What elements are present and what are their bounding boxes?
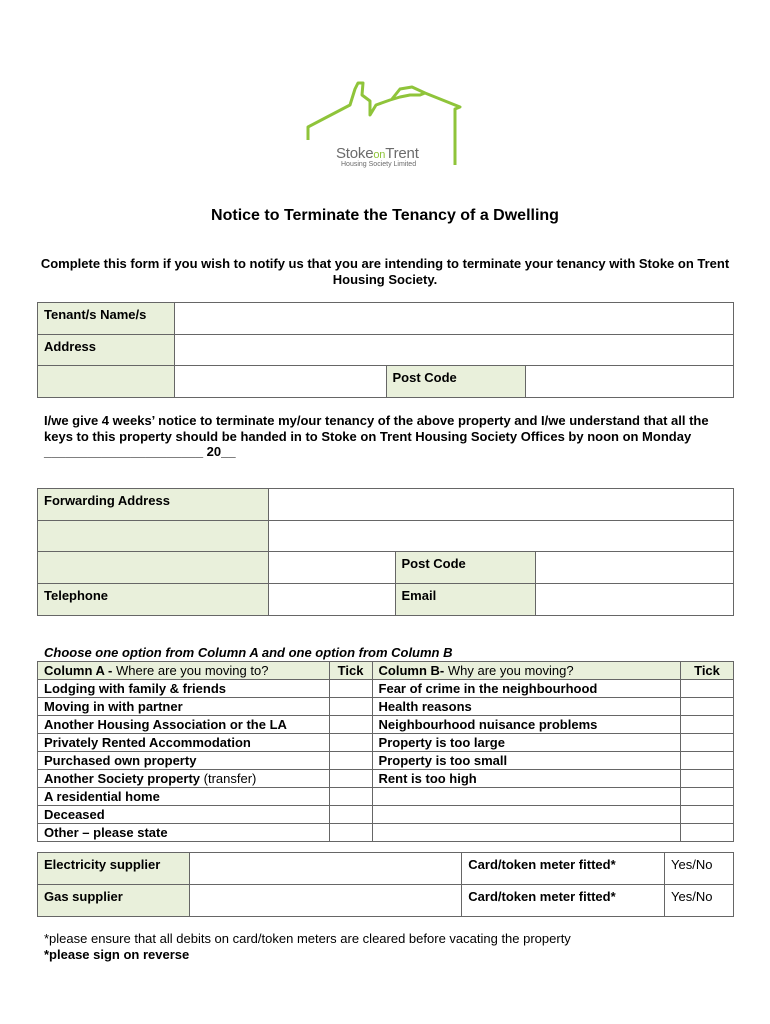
notice-paragraph: I/we give 4 weeks’ notice to terminate my/our tenancy of the above property and I/we understand that all the keys to this property should be handed in to Stoke on Trent Housing Society Offices by noon on Monday ______________________ 20__ bbox=[44, 413, 709, 459]
column-a-tick-box[interactable] bbox=[329, 680, 372, 698]
column-a-option: Purchased own property bbox=[38, 752, 330, 770]
column-a-option: Privately Rented Accommodation bbox=[38, 734, 330, 752]
column-b-tick-box[interactable] bbox=[681, 716, 734, 734]
gas-yes-no[interactable]: Yes/No bbox=[665, 885, 734, 917]
column-b-option: Neighbourhood nuisance problems bbox=[372, 716, 680, 734]
column-a-option: Another Housing Association or the LA bbox=[38, 716, 330, 734]
column-b-tick-box[interactable] bbox=[681, 824, 734, 842]
forwarding-table bbox=[37, 488, 734, 616]
column-a-tick-box[interactable] bbox=[329, 806, 372, 824]
forwarding-address-field-2[interactable] bbox=[268, 521, 733, 552]
footer-note-sign: *please sign on reverse bbox=[44, 947, 190, 962]
options-instruction: Choose one option from Column A and one option from Column B bbox=[44, 645, 453, 660]
tenant-name-label: Tenant/s Name/s bbox=[38, 303, 175, 335]
footer-note-meters: *please ensure that all debits on card/token meters are cleared before vacating the property bbox=[44, 931, 571, 946]
electricity-yes-no[interactable]: Yes/No bbox=[665, 853, 734, 885]
column-a-header: Column A - Where are you moving to? bbox=[38, 662, 330, 680]
column-b-option bbox=[372, 806, 680, 824]
column-a-tick-box[interactable] bbox=[329, 788, 372, 806]
column-a-tick-box[interactable] bbox=[329, 770, 372, 788]
column-b-option: Property is too small bbox=[372, 752, 680, 770]
option-row bbox=[38, 788, 734, 806]
forwarding-address-cell-3 bbox=[38, 552, 269, 584]
column-b-option: Rent is too high bbox=[372, 770, 680, 788]
column-a-tick-box[interactable] bbox=[329, 716, 372, 734]
column-b-tick-header: Tick bbox=[681, 662, 734, 680]
tenant-table bbox=[37, 302, 734, 398]
tenant-name-field[interactable] bbox=[174, 303, 733, 335]
column-a-option: Lodging with family & friends bbox=[38, 680, 330, 698]
option-row bbox=[38, 680, 734, 698]
supplier-table bbox=[37, 852, 734, 917]
address-field[interactable] bbox=[174, 335, 733, 366]
options-table bbox=[37, 661, 734, 842]
option-row bbox=[38, 752, 734, 770]
option-row bbox=[38, 824, 734, 842]
gas-supplier-label: Gas supplier bbox=[38, 885, 190, 917]
logo-wordmark: StokeonTrent bbox=[336, 145, 419, 162]
email-label: Email bbox=[395, 584, 536, 616]
column-b-option: Health reasons bbox=[372, 698, 680, 716]
column-a-option: Moving in with partner bbox=[38, 698, 330, 716]
column-a-option: A residential home bbox=[38, 788, 330, 806]
option-row bbox=[38, 698, 734, 716]
column-b-tick-box[interactable] bbox=[681, 752, 734, 770]
column-a-tick-header: Tick bbox=[329, 662, 372, 680]
forwarding-postcode-field[interactable] bbox=[536, 552, 734, 584]
column-b-option: Fear of crime in the neighbourhood bbox=[372, 680, 680, 698]
forwarding-address-field[interactable] bbox=[268, 489, 733, 521]
column-b-tick-box[interactable] bbox=[681, 734, 734, 752]
address-line-2-field[interactable] bbox=[174, 366, 386, 398]
option-row bbox=[38, 770, 734, 788]
electricity-meter-label: Card/token meter fitted* bbox=[462, 853, 665, 885]
postcode-field[interactable] bbox=[526, 366, 734, 398]
column-b-option: Property is too large bbox=[372, 734, 680, 752]
column-a-option: Other – please state bbox=[38, 824, 330, 842]
column-a-option: Another Society property (transfer) bbox=[38, 770, 330, 788]
option-row bbox=[38, 806, 734, 824]
logo-subtitle: Housing Society Limited bbox=[341, 161, 417, 168]
column-b-header: Column B- Why are you moving? bbox=[372, 662, 680, 680]
option-row bbox=[38, 734, 734, 752]
address-label: Address bbox=[38, 335, 175, 366]
column-b-tick-box[interactable] bbox=[681, 806, 734, 824]
address-field-2-label bbox=[38, 366, 175, 398]
column-b-option bbox=[372, 788, 680, 806]
email-field[interactable] bbox=[536, 584, 734, 616]
date-blank[interactable]: ______________________ 20__ bbox=[44, 444, 236, 459]
column-b-tick-box[interactable] bbox=[681, 770, 734, 788]
column-a-tick-box[interactable] bbox=[329, 698, 372, 716]
column-a-tick-box[interactable] bbox=[329, 752, 372, 770]
telephone-field[interactable] bbox=[268, 584, 395, 616]
page-title: Notice to Terminate the Tenancy of a Dwelling bbox=[211, 207, 559, 224]
electricity-supplier-field[interactable] bbox=[189, 853, 461, 885]
column-b-option bbox=[372, 824, 680, 842]
forwarding-postcode-label: Post Code bbox=[395, 552, 536, 584]
forwarding-address-label: Forwarding Address bbox=[38, 489, 269, 521]
telephone-label: Telephone bbox=[38, 584, 269, 616]
forwarding-address-field-3[interactable] bbox=[268, 552, 395, 584]
gas-meter-label: Card/token meter fitted* bbox=[462, 885, 665, 917]
gas-supplier-field[interactable] bbox=[189, 885, 461, 917]
electricity-supplier-label: Electricity supplier bbox=[38, 853, 190, 885]
column-b-tick-box[interactable] bbox=[681, 698, 734, 716]
column-b-tick-box[interactable] bbox=[681, 680, 734, 698]
option-row bbox=[38, 716, 734, 734]
column-a-tick-box[interactable] bbox=[329, 734, 372, 752]
postcode-label: Post Code bbox=[386, 366, 526, 398]
column-a-option: Deceased bbox=[38, 806, 330, 824]
forwarding-address-cell-2 bbox=[38, 521, 269, 552]
intro-text: Complete this form if you wish to notify us that you are intending to terminate your tenancy with Stoke on Trent Housing Society. bbox=[40, 256, 730, 287]
column-b-tick-box[interactable] bbox=[681, 788, 734, 806]
column-a-tick-box[interactable] bbox=[329, 824, 372, 842]
